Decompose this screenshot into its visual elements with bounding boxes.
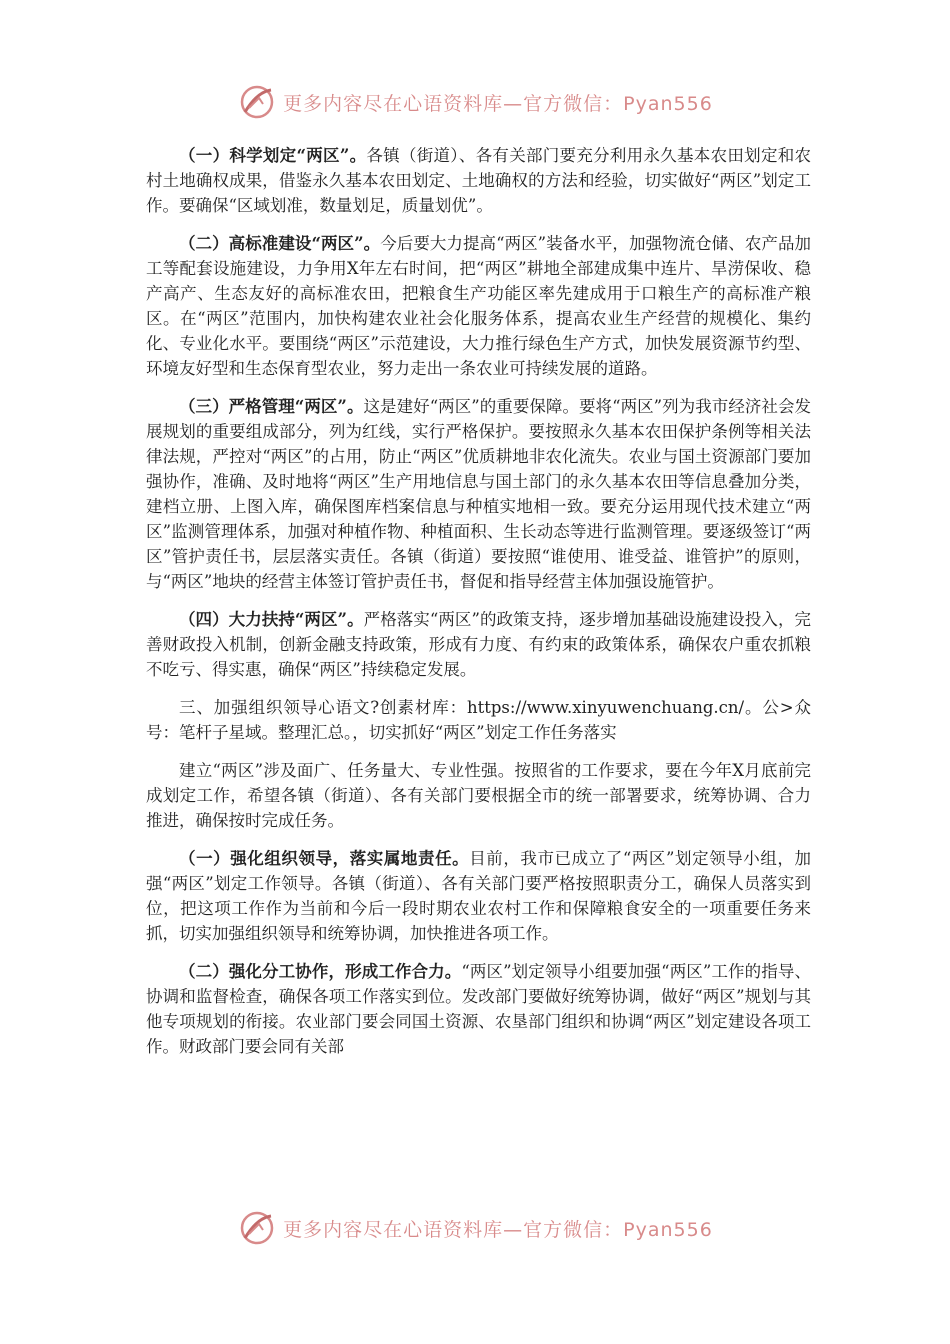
watermark-text: 更多内容尽在心语资料库—官方微信：Pyan556 bbox=[283, 92, 713, 115]
paragraph-text: 严格落实“两区”的政策支持，逐步增加基础设施建设投入，完善财政投入机制，创新金融支持政策，形成有力度、有约束的政策体系，确保农户重农抓粮不吃亏、得实惠，确保“两区”持续稳定发展。 bbox=[146, 610, 811, 679]
paragraph-4 bbox=[146, 607, 811, 682]
watermark-banner-top bbox=[0, 80, 950, 124]
paragraph-heading: （一）科学划定“两区”。 bbox=[179, 146, 367, 165]
paragraph-3 bbox=[146, 394, 811, 594]
paragraph-2 bbox=[146, 231, 811, 381]
seal-logo-icon bbox=[237, 1208, 277, 1248]
paragraph-heading: （二）高标准建设“两区”。 bbox=[179, 234, 381, 253]
paragraph-text: 三、加强组织领导心语文?创素材库：https://www.xinyuwenchuang.cn/。公>众号：笔杆子星域。整理汇总。，切实抓好“两区”划定工作任务落实 bbox=[146, 698, 811, 742]
section-heading-3 bbox=[146, 695, 811, 745]
paragraph-text: 今后要大力提高“两区”装备水平，加强物流仓储、农产品加工等配套设施建设，力争用X年左右时间，把“两区”耕地全部建成集中连片、旱涝保收、稳产高产、生态友好的高标准农田，把粮食生产功能区率先建成用于口粮生产的高标准产粮区。在“两区”范围内，加快构建农业社会化服务体系，提高农业生产经营的规模化、集约化、专业化水平。要围绕“两区”示范建设，大力推行绿色生产方式，加快发展资源节约型、环境友好型和生态保育型农业，努力走出一条农业可持续发展的道路。 bbox=[146, 234, 812, 378]
watermark-text: 更多内容尽在心语资料库—官方微信：Pyan556 bbox=[283, 1218, 713, 1241]
paragraph-6 bbox=[146, 846, 811, 946]
paragraph-text: 这是建好“两区”的重要保障。要将“两区”列为我市经济社会发展规划的重要组成部分，列为红线，实行严格保护。要按照永久基本农田保护条例等相关法律法规，严控对“两区”的占用，防止“两区”优质耕地非农化流失。农业与国土资源部门要加强协作，准确、及时地将“两区”生产用地信息与国土部门的永久基本农田等信息叠加分类，建档立册、上图入库，确保图库档案信息与种植实地相一致。要充分运用现代技术建立“两区”监测管理体系，加强对种植作物、种植面积、生长动态等进行监测管理。要逐级签订“两区”管护责任书，层层落实责任。各镇（街道）要按照“谁使用、谁受益、谁管护”的原则，与“两区”地块的经营主体签订管护责任书，督促和指导经营主体加强设施管护。 bbox=[146, 397, 811, 591]
paragraph-7 bbox=[146, 959, 811, 1059]
paragraph-heading: （二）强化分工协作，形成工作合力。 bbox=[179, 962, 462, 981]
paragraph-heading: （三）严格管理“两区”。 bbox=[179, 397, 364, 416]
paragraph-text: 各镇（街道）、各有关部门要充分利用永久基本农田划定和农村土地确权成果，借鉴永久基本农田划定、土地确权的方法和经验，切实做好“两区”划定工作。要确保“区域划准，数量划足，质量划优”。 bbox=[146, 146, 812, 215]
paragraph-heading: （四）大力扶持“两区”。 bbox=[179, 610, 364, 629]
paragraph-heading: （一）强化组织领导，落实属地责任。 bbox=[179, 849, 470, 868]
watermark-banner-bottom bbox=[0, 1206, 950, 1250]
paragraph-text: “两区”划定领导小组要加强“两区”工作的指导、协调和监督检查，确保各项工作落实到位。发改部门要做好统筹协调，做好“两区”规划与其他专项规划的衔接。农业部门要会同国土资源、农垦部门组织和协调“两区”划定建设各项工作。财政部门要会同有关部 bbox=[146, 962, 811, 1056]
seal-logo-icon bbox=[237, 82, 277, 122]
paragraph-text: 目前，我市已成立了“两区”划定领导小组，加强“两区”划定工作领导。各镇（街道）、各有关部门要严格按照职责分工，确保人员落实到位，把这项工作作为当前和今后一段时期农业农村工作和保障粮食安全的一项重要任务来抓，切实加强组织领导和统筹协调，加快推进各项工作。 bbox=[146, 849, 812, 943]
paragraph-1 bbox=[146, 143, 811, 218]
paragraph-text: 建立“两区”涉及面广、任务量大、专业性强。按照省的工作要求，要在今年X月底前完成划定工作，希望各镇（街道）、各有关部门要根据全市的统一部署要求，统筹协调、合力推进，确保按时完成任务。 bbox=[146, 761, 811, 830]
paragraph-5 bbox=[146, 758, 811, 833]
document-body bbox=[146, 143, 811, 1072]
